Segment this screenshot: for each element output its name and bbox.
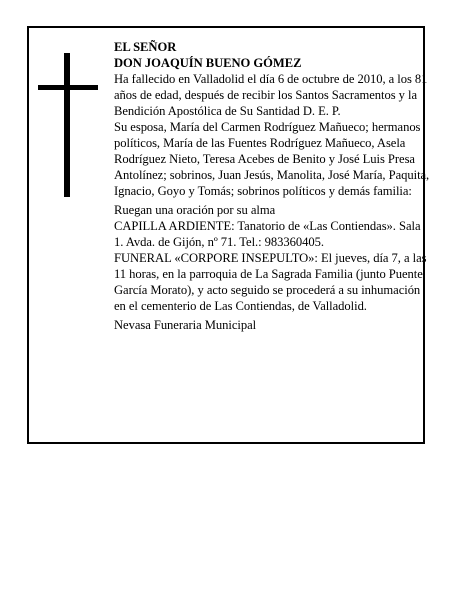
cross-vertical-bar — [64, 53, 70, 197]
cross-horizontal-bar — [38, 85, 98, 90]
obituary-text — [114, 39, 432, 333]
cross-icon — [38, 53, 98, 197]
family-list: Su esposa, María del Carmen Rodríguez Mañueco; hermanos políticos, María de las Fuentes Rodríguez Mañueco, Asela Rodríguez Nieto, Teresa Acebes de Benito y José Luis Presa Antolínez; sobrinos, Juan Jesús, Manolita, José María, Paquita, Ignacio, Goyo y Tomás; sobrinos políticos y demás familia: — [114, 120, 430, 198]
deceased-title: EL SEÑOR — [114, 40, 177, 54]
prayer-request: Ruegan una oración por su alma — [114, 203, 276, 217]
deceased-name: DON JOAQUÍN BUENO GÓMEZ — [114, 56, 302, 70]
death-announcement: Ha fallecido en Valladolid el día 6 de octubre de 2010, a los 81 años de edad, después de recibir los Santos Sacramentos y la Bendición Apostólica de Su Santidad D. E. P. — [114, 72, 428, 118]
funeral-info: FUNERAL «CORPORE INSEPULTO»: El jueves, día 7, a las 11 horas, en la parroquia de La Sagrada Familia (junto Puente García Morato), y acto seguido se procederá a su inhumación en el cementerio de Las Contiendas, de Valladolid. — [114, 251, 427, 313]
funeral-home: Nevasa Funeraria Municipal — [114, 318, 257, 332]
chapel-info: CAPILLA ARDIENTE: Tanatorio de «Las Contiendas». Sala 1. Avda. de Gijón, nº 71. Tel.: 983360405. — [114, 219, 421, 249]
